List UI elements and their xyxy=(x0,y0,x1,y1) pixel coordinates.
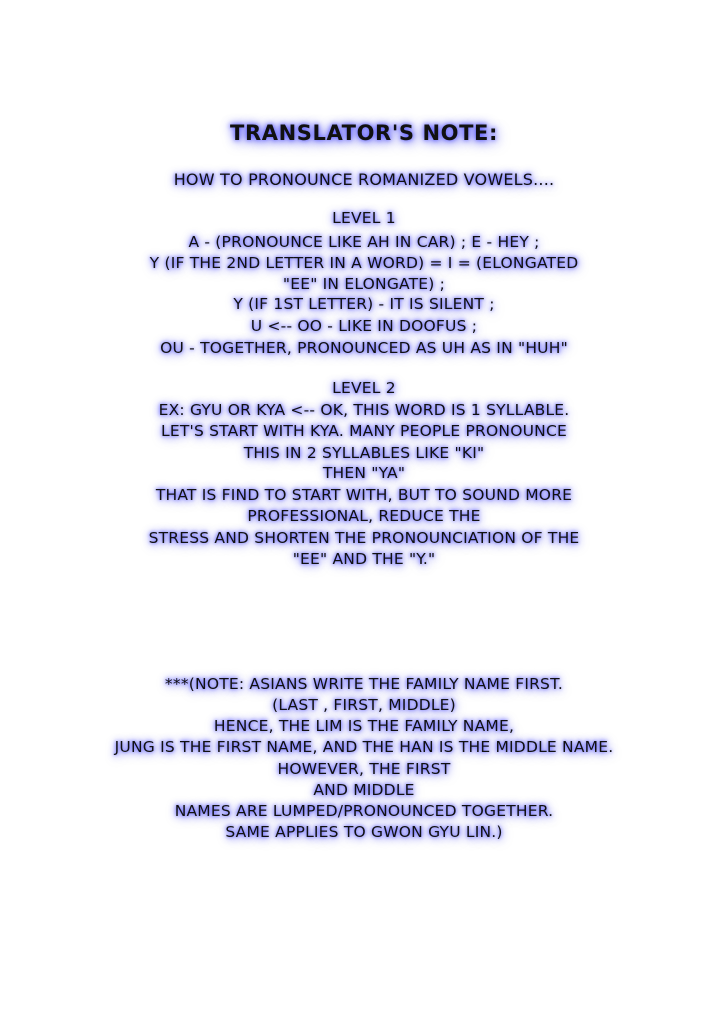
footnote-line: AND MIDDLE xyxy=(313,781,415,799)
footnote-line: (LAST , FIRST, MIDDLE) xyxy=(272,696,456,714)
level1-line: OU - TOGETHER, PRONOUNCED AS UH AS IN "HUH" xyxy=(160,339,568,357)
level1-heading: LEVEL 1 xyxy=(332,209,396,227)
note-title: TRANSLATOR'S NOTE: xyxy=(230,121,498,145)
footnote-line: NAMES ARE LUMPED/PRONOUNCED TOGETHER. xyxy=(174,802,554,820)
footnote-line: HOWEVER, THE FIRST xyxy=(277,760,451,778)
level2-line: THEN "YA" xyxy=(322,464,406,482)
level2-line: THAT IS FIND TO START WITH, BUT TO SOUND MORE xyxy=(155,486,573,504)
level1-line: A - (PRONOUNCE LIKE AH IN CAR) ; E - HEY ; xyxy=(188,233,540,251)
level2-line: LET'S START WITH KYA. MANY PEOPLE PRONOUNCE xyxy=(161,422,567,440)
note-subtitle: HOW TO PRONOUNCE ROMANIZED VOWELS.... xyxy=(173,170,555,189)
level1-line: U <-- OO - LIKE IN DOOFUS ; xyxy=(250,317,478,335)
level2-line: PROFESSIONAL, REDUCE THE xyxy=(247,507,481,525)
level2-line: "EE" AND THE "Y." xyxy=(292,550,436,568)
level2-line: EX: GYU OR KYA <-- OK, THIS WORD IS 1 SYLLABLE. xyxy=(158,401,570,419)
level2-line: THIS IN 2 SYLLABLES LIKE "KI" xyxy=(243,444,485,462)
level1-line: Y (IF THE 2ND LETTER IN A WORD) = I = (ELONGATED xyxy=(149,254,579,272)
level1-line: "EE" IN ELONGATE) ; xyxy=(282,275,446,293)
footnote-line: JUNG IS THE FIRST NAME, AND THE HAN IS THE MIDDLE NAME. xyxy=(114,738,614,756)
level2-line: STRESS AND SHORTEN THE PRONOUNCIATION OF THE xyxy=(148,529,580,547)
footnote-line: SAME APPLIES TO GWON GYU LIN.) xyxy=(225,823,503,841)
footnote-line: ***(NOTE: ASIANS WRITE THE FAMILY NAME FIRST. xyxy=(164,675,564,693)
level2-heading: LEVEL 2 xyxy=(332,379,396,397)
level1-line: Y (IF 1ST LETTER) - IT IS SILENT ; xyxy=(233,295,495,313)
footnote-line: HENCE, THE LIM IS THE FAMILY NAME, xyxy=(213,717,515,735)
